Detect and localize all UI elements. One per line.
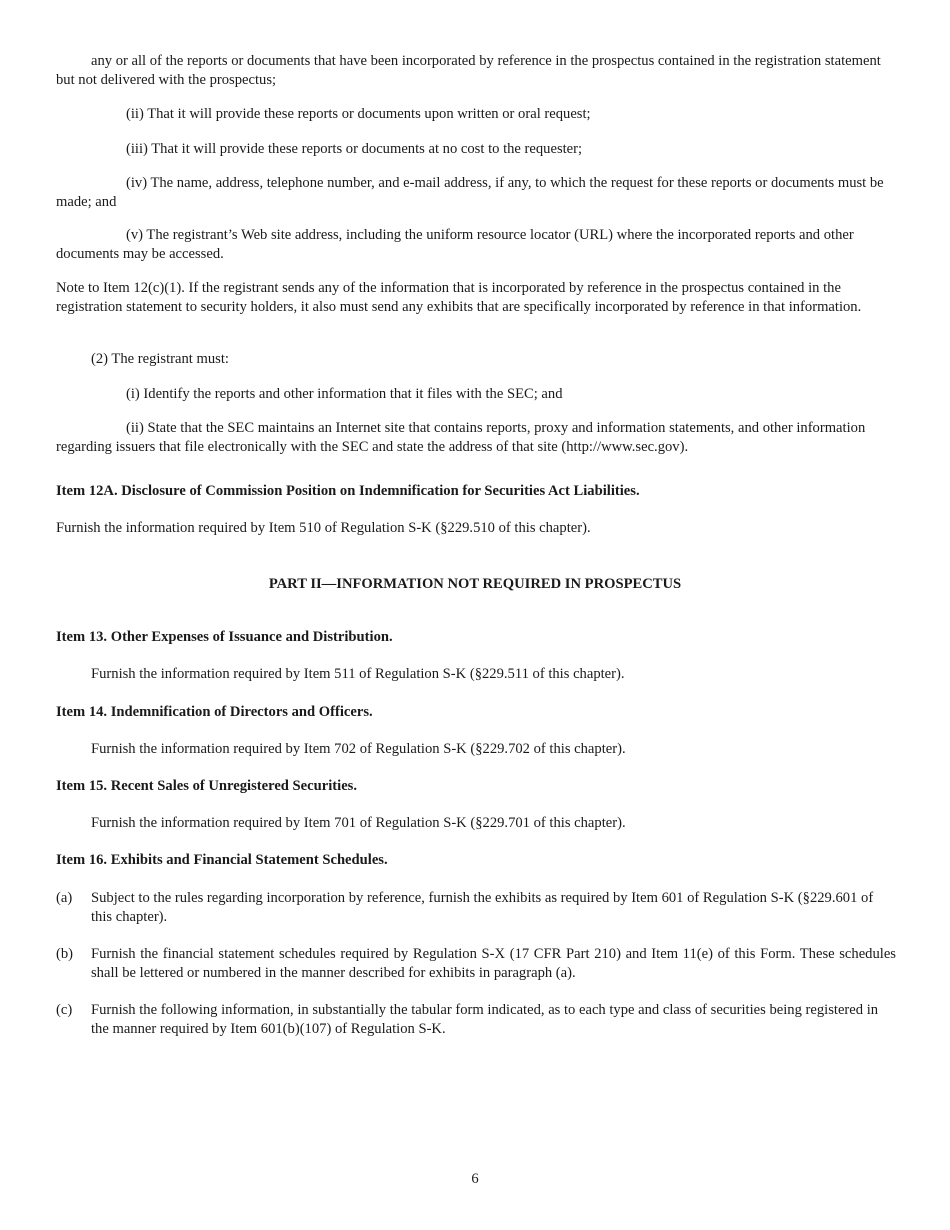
item-13-heading: Item 13. Other Expenses of Issuance and Distribution. bbox=[56, 629, 393, 645]
item-14-heading: Item 14. Indemnification of Directors and Officers. bbox=[56, 704, 373, 720]
list-item-b bbox=[56, 945, 896, 982]
paragraph-v: (v) The registrant’s Web site address, including the uniform resource locator (URL) where the incorporated reports and other documents may be accessed. bbox=[56, 227, 854, 262]
list-text: Subject to the rules regarding incorporation by reference, furnish the exhibits as required by Item 601 of Regulation S-K (§229.601 of this chapter). bbox=[91, 890, 874, 925]
list-text: Furnish the financial statement schedules required by Regulation S-X (17 CFR Part 210) and Item 11(e) of this Form. These schedules shall be lettered or numbered in the manner described for exhibits in paragraph (a). bbox=[91, 946, 896, 981]
part-2-heading: PART II—INFORMATION NOT REQUIRED IN PROSPECTUS bbox=[268, 576, 682, 592]
paragraph-continuation: any or all of the reports or documents that have been incorporated by reference in the prospectus contained in the registration statement but not delivered with the prospectus; bbox=[56, 53, 881, 88]
item-16-heading: Item 16. Exhibits and Financial Statement Schedules. bbox=[56, 852, 388, 868]
list-item-a bbox=[56, 889, 896, 926]
note-item-12c1: Note to Item 12(c)(1). If the registrant sends any of the information that is incorporated by reference in the prospectus contained in the registration statement to security holders, it also must send any exhibits that are specifically incorporated by reference in that information. bbox=[56, 280, 862, 315]
item-12a-heading: Item 12A. Disclosure of Commission Position on Indemnification for Securities Act Liabilities. bbox=[56, 483, 640, 499]
list-label: (b) bbox=[56, 946, 74, 962]
paragraph-2-ii: (ii) State that the SEC maintains an Internet site that contains reports, proxy and information statements, and other information regarding issuers that file electronically with the SEC and state the address of that site (http://www.sec.gov). bbox=[56, 420, 866, 455]
item-13-text: Furnish the information required by Item 511 of Regulation S-K (§229.511 of this chapter). bbox=[91, 666, 625, 682]
item-15-text: Furnish the information required by Item 701 of Regulation S-K (§229.701 of this chapter). bbox=[91, 815, 626, 831]
paragraph-2: (2) The registrant must: bbox=[91, 351, 229, 367]
page-number: 6 bbox=[471, 1171, 479, 1187]
item-15-heading: Item 15. Recent Sales of Unregistered Securities. bbox=[56, 778, 357, 794]
list-text: Furnish the following information, in substantially the tabular form indicated, as to each type and class of securities being registered in the manner required by Item 601(b)(107) of Regulation S-K. bbox=[91, 1002, 879, 1037]
paragraph-iv: (iv) The name, address, telephone number, and e-mail address, if any, to which the request for these reports or documents must be made; and bbox=[56, 175, 884, 210]
paragraph-ii: (ii) That it will provide these reports or documents upon written or oral request; bbox=[126, 106, 591, 122]
list-label: (a) bbox=[56, 890, 73, 906]
item-14-text: Furnish the information required by Item 702 of Regulation S-K (§229.702 of this chapter). bbox=[91, 741, 626, 757]
list-item-c bbox=[56, 1001, 896, 1038]
item-12a-text: Furnish the information required by Item 510 of Regulation S-K (§229.510 of this chapter). bbox=[56, 520, 591, 536]
paragraph-2-i: (i) Identify the reports and other information that it files with the SEC; and bbox=[126, 386, 563, 402]
list-label: (c) bbox=[56, 1002, 73, 1018]
paragraph-iii: (iii) That it will provide these reports or documents at no cost to the requester; bbox=[126, 141, 583, 157]
